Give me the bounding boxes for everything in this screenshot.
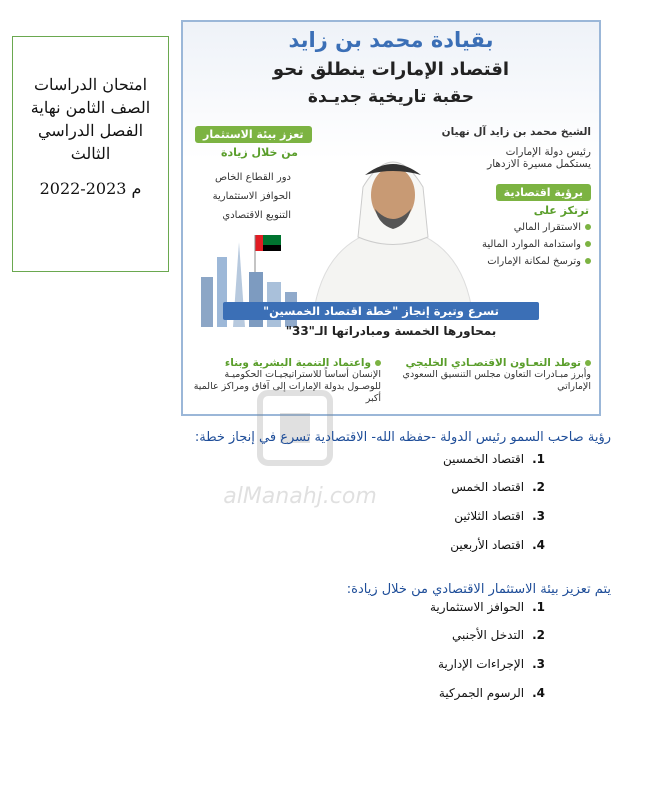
list-item: واستدامة الموارد المالية (481, 239, 591, 250)
infographic-heading-2: اقتصاد الإمارات ينطلق نحو (272, 59, 510, 80)
leader-portrait-image (303, 117, 483, 317)
q2-option-3[interactable]: 3.الإجراءات الإدارية (438, 657, 545, 671)
investment-sub: من خلال زيادة (221, 146, 298, 159)
title-line-2: الصف الثامن نهاية (30, 98, 151, 117)
q1-option-2[interactable]: 2.اقتصاد الخمس (451, 480, 545, 494)
gulf-cooperation-block (401, 357, 591, 393)
title-line-4: الثالث (70, 144, 111, 163)
bullet-icon (585, 224, 591, 230)
sheikh-title: رئيس دولة الإمارات يستكمل مسيرة الازدهار (487, 146, 591, 170)
sheikh-name: الشيخ محمد بن زايد آل نهيان (441, 126, 591, 138)
list-item: التنويع الاقتصادي (222, 210, 291, 221)
infographic-heading-1: بقيادة محمد بن زايد (288, 28, 494, 52)
q2-option-2[interactable]: 2.التدخل الأجنبي (452, 628, 545, 642)
list-item: دور القطاع الخاص (215, 172, 291, 183)
infographic-heading-3: حقبة تاريخية جديـدة (307, 87, 475, 107)
human-development-lead: واعتماد التنمية البشرية وبناء (191, 357, 381, 369)
svg-text:alManahj.com: alManahj.com (223, 484, 377, 509)
economy-infographic (181, 20, 601, 416)
list-item: وترسخ لمكانة الإمارات (481, 256, 591, 267)
q1-option-1[interactable]: 1.اقتصاد الخمسين (443, 452, 545, 466)
exam-year: 2022-2023 م (39, 179, 142, 198)
bullet-icon (375, 360, 381, 366)
list-item: الحوافز الاستثمارية (212, 191, 291, 202)
question-2: يتم تعزيز بيئة الاستثمار الاقتصادي من خلال زيادة: (346, 582, 611, 597)
question-1: رؤية صاحب السمو رئيس الدولة -حفظه الله- الاقتصادية تسرع في إنجاز خطة: (194, 430, 611, 445)
title-line-3: الفصل الدراسي (37, 121, 144, 140)
bullet-icon (585, 241, 591, 247)
q1-option-3[interactable]: 3.اقتصاد الثلاثين (454, 509, 545, 523)
bullet-icon (585, 258, 591, 264)
q1-option-4[interactable]: 4.اقتصاد الأربعين (450, 538, 545, 552)
vision-list (481, 222, 591, 273)
investment-list (191, 172, 291, 229)
exam-title-box (12, 36, 169, 272)
q2-option-4[interactable]: 4.الرسوم الجمركية (438, 686, 545, 700)
gulf-cooperation-lead: توطد التعـاون الاقتصـادي الخليجي (401, 357, 591, 369)
fifty-plan-banner: تسرع وتيرة إنجاز "خطة اقتصاد الخمسين" (223, 302, 539, 320)
list-item: الاستقرار المالي (481, 222, 591, 233)
investment-pill: تعزز بيئة الاستثمار (195, 126, 312, 143)
q2-option-1[interactable]: 1.الحوافز الاستثمارية (430, 600, 545, 614)
human-development-body: الإنسان أساساً للاستراتيجيـات الحكوميـة للوصـول بدولة الإمارات إلى آفاق ومراكز عالمية أكبر (193, 369, 381, 404)
vision-sub: ترتكز على (533, 204, 589, 217)
site-watermark-logo (200, 388, 400, 518)
vision-pill: برؤية اقتصادية (496, 184, 591, 201)
gulf-cooperation-body: وأبرز مبـادرات التعاون مجلس التنسيق السعودي الإماراتي (402, 369, 591, 392)
bullet-icon (585, 360, 591, 366)
title-line-1: امتحان الدراسات (33, 75, 148, 94)
fifty-plan-subtitle: بمحاورها الخمسة ومبادراتها الـ"33" (285, 324, 497, 338)
